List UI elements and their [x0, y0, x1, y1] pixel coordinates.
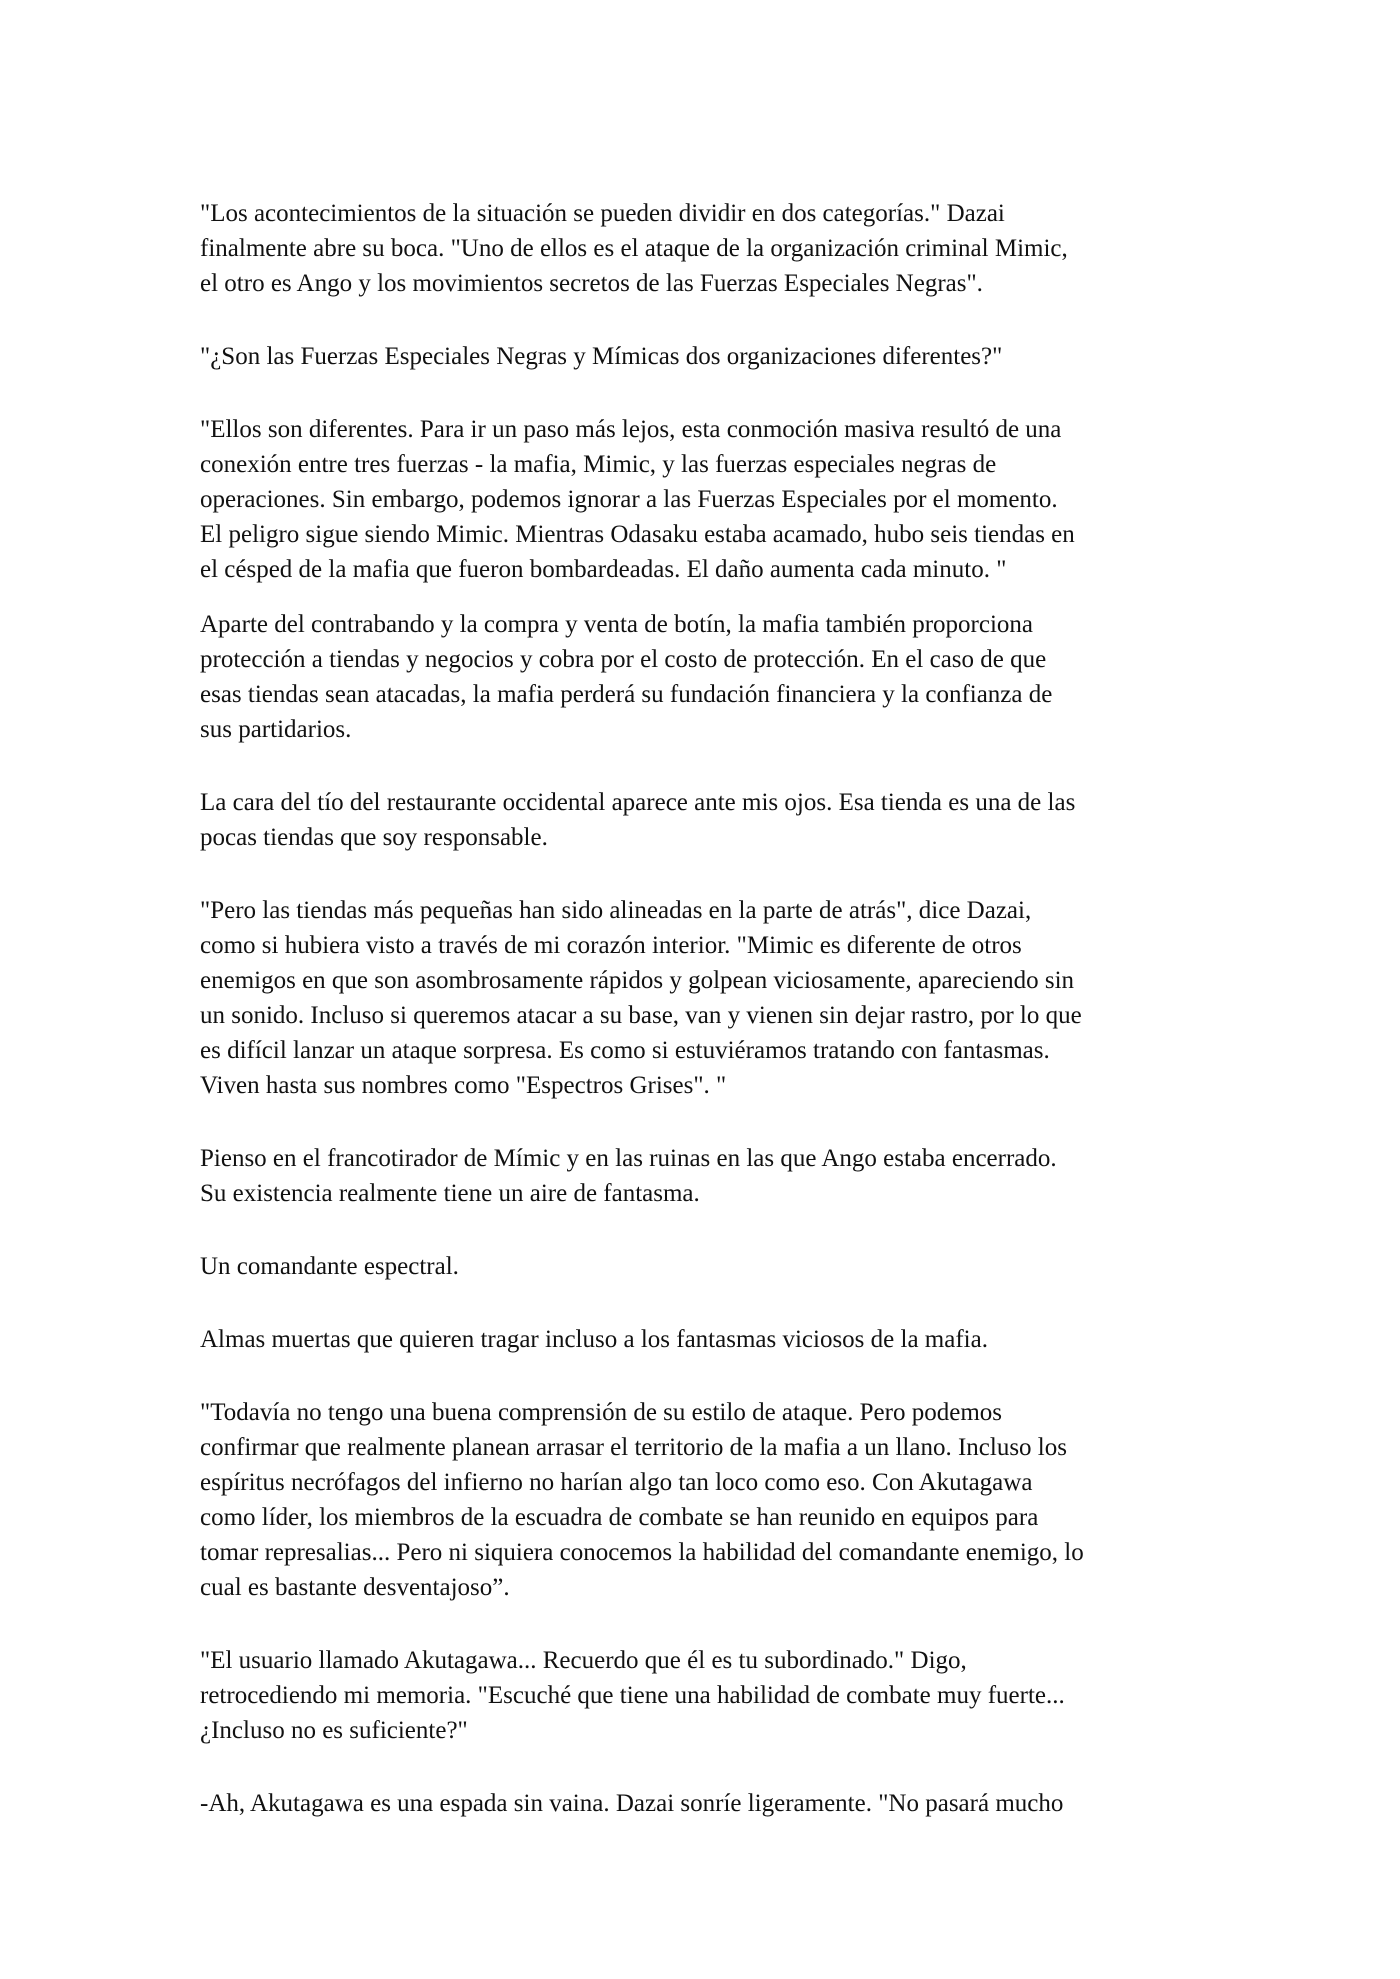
paragraph-1: "Los acontecimientos de la situación se pueden dividir en dos categorías." Dazai finalmente abre su boca. "Uno de ellos es el ataque de la organización criminal Mimic, el otro es Ango y los movimientos secretos de las Fuerzas Especiales Negras".	[200, 200, 1068, 297]
paragraph-3: "Ellos son diferentes. Para ir un paso más lejos, esta conmoción masiva resultó de una conexión entre tres fuerzas - la mafia, Mimic, y las fuerzas especiales negras de operaciones. Sin embargo, podemos ignorar a las Fuerzas Especiales por el momento. El peligro sigue siendo Mimic. Mientras Odasaku estaba acamado, hubo seis tiendas en el césped de la mafia que fueron bombardeadas. El daño aumenta cada minuto. "	[200, 416, 1075, 583]
paragraph-11: "El usuario llamado Akutagawa... Recuerdo que él es tu subordinado." Digo, retrocediendo mi memoria. "Escuché que tiene una habilidad de combate muy fuerte... ¿Incluso no es suficiente?"	[200, 1647, 1065, 1744]
paragraph-9: Almas muertas que quieren tragar incluso a los fantasmas viciosos de la mafia.	[200, 1326, 988, 1353]
paragraph-6: "Pero las tiendas más pequeñas han sido alineadas en la parte de atrás", dice Dazai, como si hubiera visto a través de mi corazón interior. "Mimic es diferente de otros enemigos en que son asombrosamente rápidos y golpean viciosamente, apareciendo sin un sonido. Incluso si queremos atacar a su base, van y vienen sin dejar rastro, por lo que es difícil lanzar un ataque sorpresa. Es como si estuviéramos tratando con fantasmas. Viven hasta sus nombres como "Espectros Grises". "	[200, 897, 1082, 1099]
paragraph-4: Aparte del contrabando y la compra y venta de botín, la mafia también proporciona protección a tiendas y negocios y cobra por el costo de protección. En el caso de que esas tiendas sean atacadas, la mafia perderá su fundación financiera y la confianza de sus partidarios.	[200, 611, 1053, 743]
document-body	[200, 196, 1210, 1821]
paragraph-5: La cara del tío del restaurante occidental aparece ante mis ojos. Esa tienda es una de las pocas tiendas que soy responsable.	[200, 789, 1076, 851]
paragraph-10: "Todavía no tengo una buena comprensión de su estilo de ataque. Pero podemos confirmar que realmente planean arrasar el territorio de la mafia a un llano. Incluso los espíritus necrófagos del infierno no harían algo tan loco como eso. Con Akutagawa como líder, los miembros de la escuadra de combate se han reunido en equipos para tomar represalias... Pero ni siquiera conocemos la habilidad del comandante enemigo, lo cual es bastante desventajoso”.	[200, 1399, 1084, 1601]
paragraph-7: Pienso en el francotirador de Mímic y en las ruinas en las que Ango estaba encerrado. Su existencia realmente tiene un aire de fantasma.	[200, 1145, 1057, 1207]
paragraph-2: "¿Son las Fuerzas Especiales Negras y Mímicas dos organizaciones diferentes?"	[200, 343, 1003, 370]
paragraph-8: Un comandante espectral.	[200, 1253, 459, 1280]
paragraph-12: -Ah, Akutagawa es una espada sin vaina. Dazai sonríe ligeramente. "No pasará mucho	[200, 1790, 1064, 1817]
